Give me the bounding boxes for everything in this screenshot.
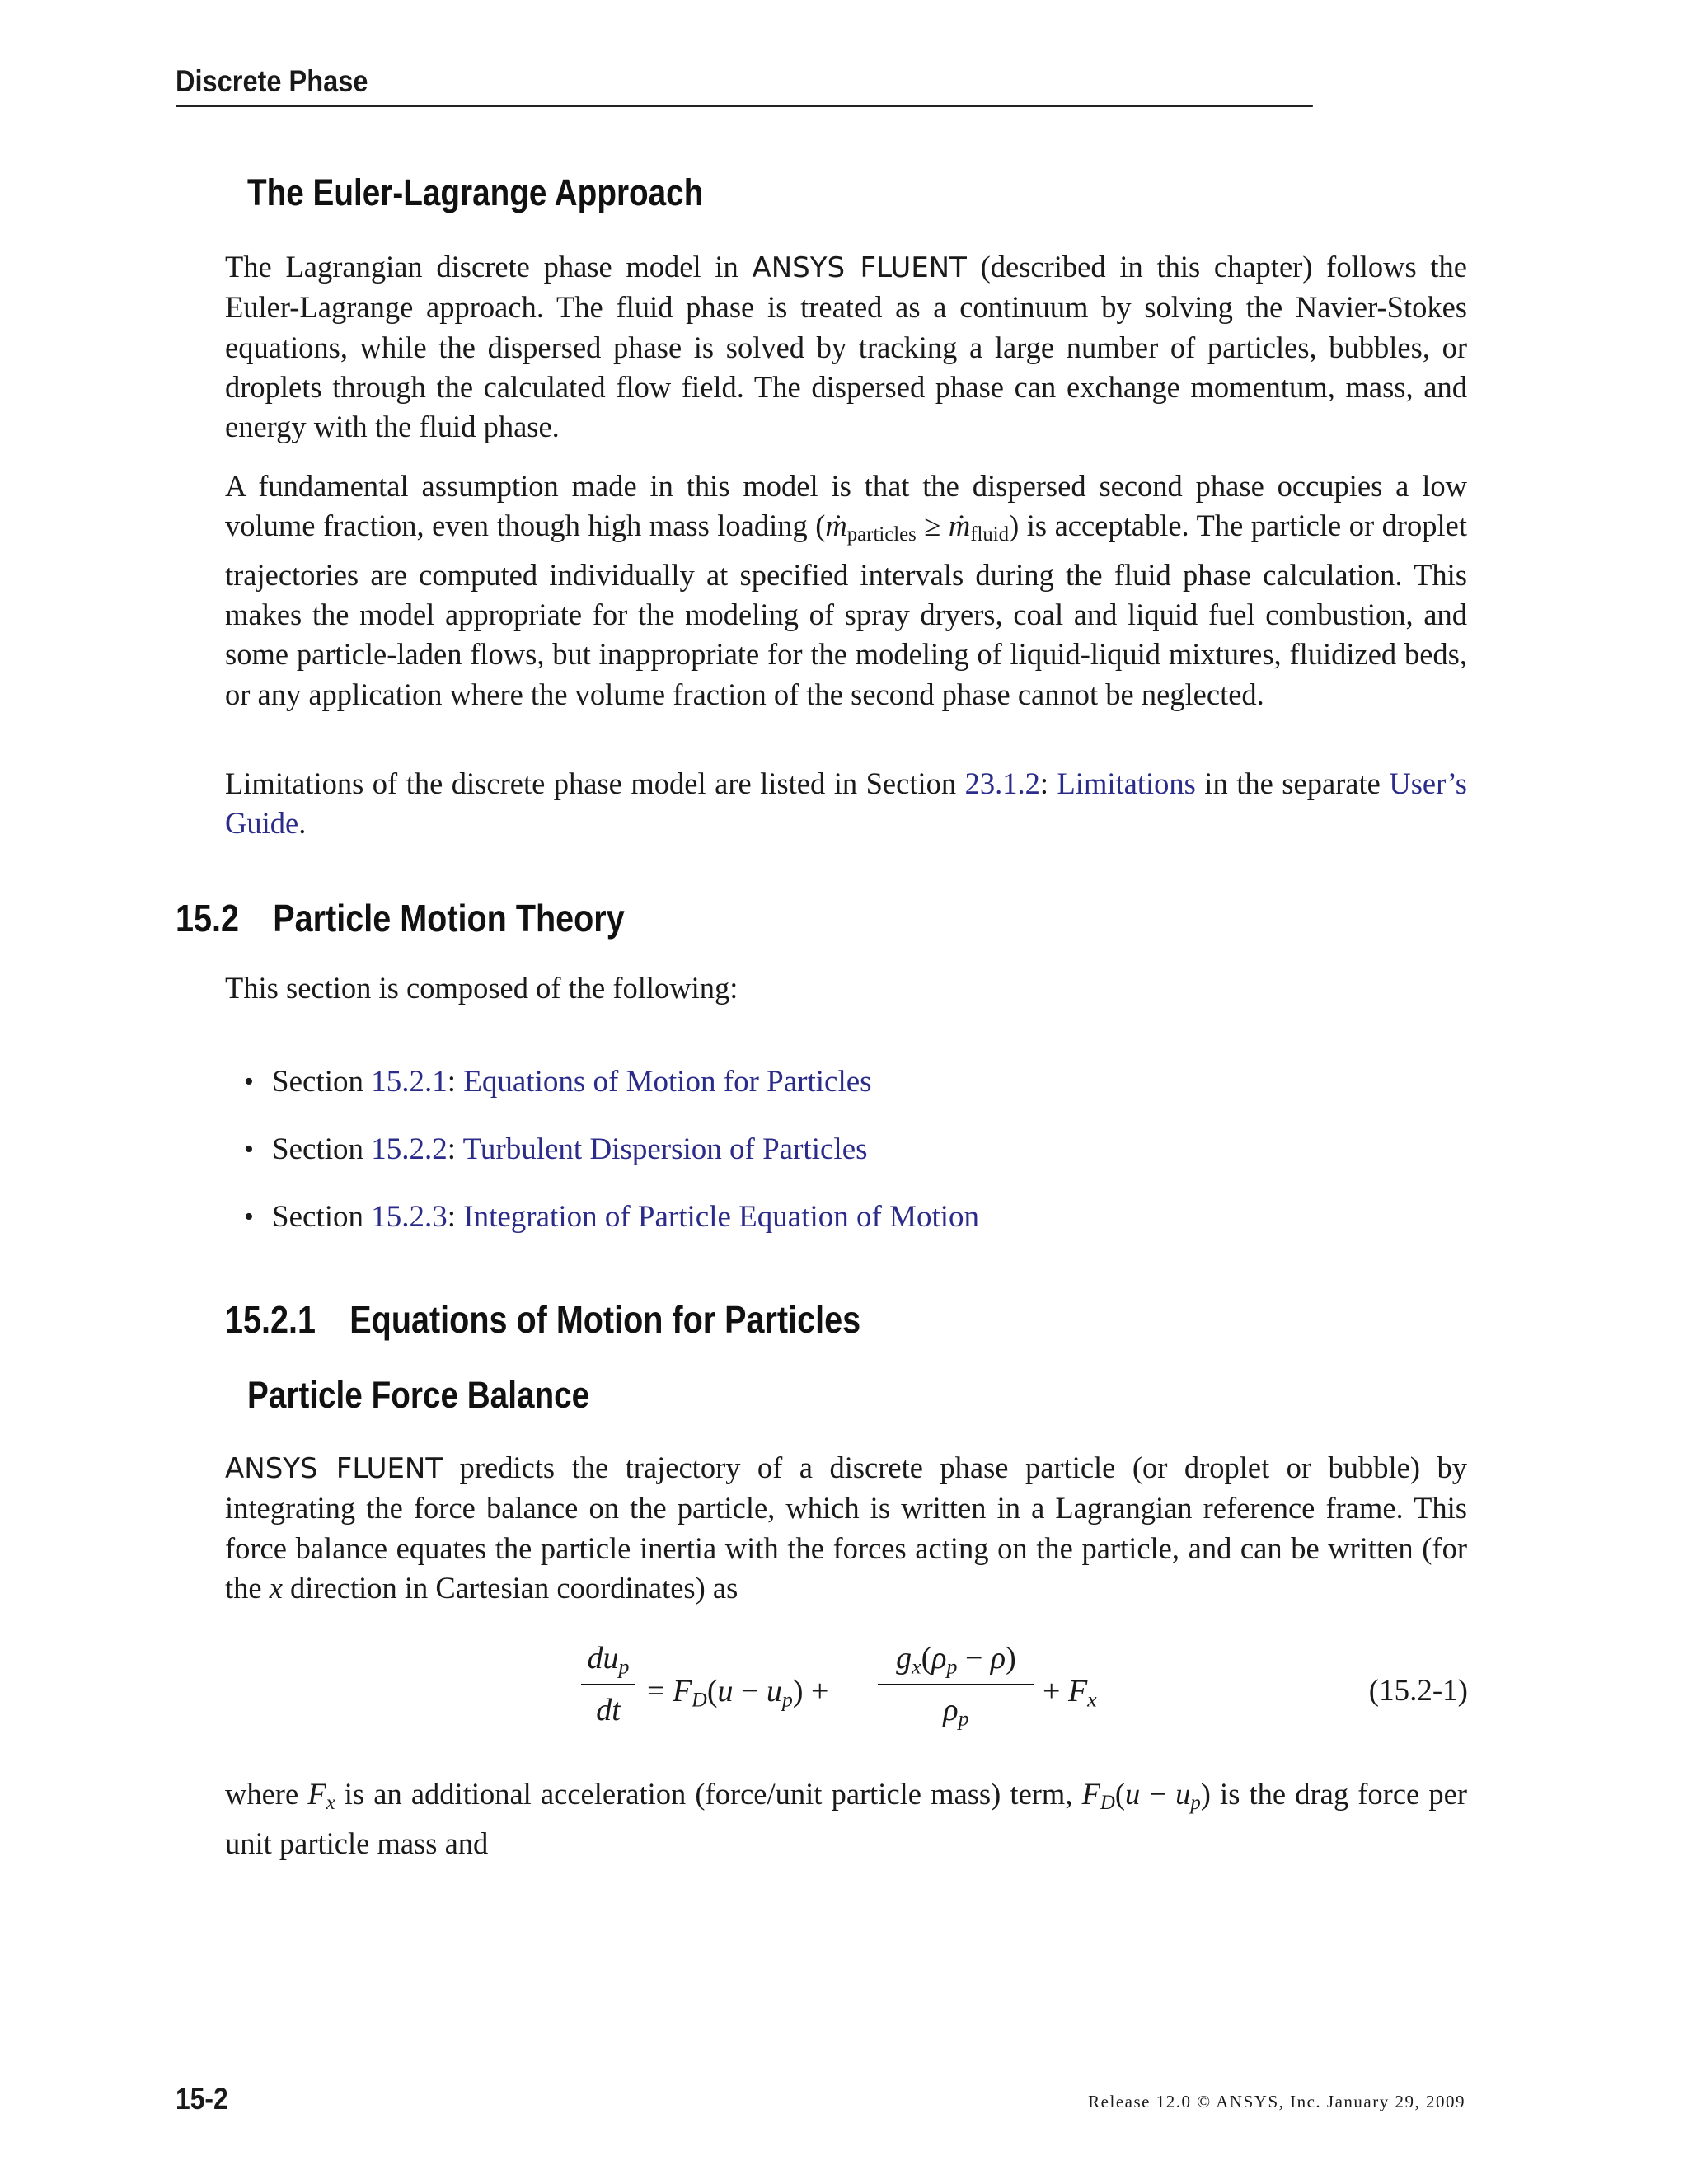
- subsection-title: Equations of Motion for Particles: [349, 1298, 861, 1341]
- link-15-2-3-number[interactable]: 15.2.3: [371, 1200, 448, 1234]
- list-item: • Section 15.2.2: Turbulent Dispersion of Particles: [272, 1116, 979, 1183]
- additional-force-term: + $F_x$: [1043, 1674, 1097, 1712]
- link-section-23-1-2[interactable]: 23.1.2: [964, 766, 1040, 800]
- list-item: • Section 15.2.1: Equations of Motion for Particles: [272, 1048, 979, 1116]
- link-15-2-2-number[interactable]: 15.2.2: [371, 1132, 448, 1166]
- section-contents-list: [272, 1048, 979, 1251]
- link-15-2-2-title[interactable]: Turbulent Dispersion of Particles: [462, 1132, 868, 1166]
- section-number: 15.2: [176, 897, 239, 940]
- paragraph-force-balance: ANSYS FLUENT predicts the trajectory of a discrete phase particle (or droplet or bubble) by integrating the force balance on the particle, which is written in a Lagrangian reference frame. This force balance equates the particle inertia with the forces acting on the particle, and can be written (for the x direction in Cartesian coordinates) as: [225, 1451, 1467, 1605]
- drag-term: = $F_D(u - u_p)$ +: [647, 1674, 829, 1712]
- section-intro: This section is composed of the following:: [225, 971, 738, 1005]
- equation-number: (15.2-1): [1368, 1674, 1468, 1708]
- link-15-2-3-title[interactable]: Integration of Particle Equation of Motion: [463, 1200, 980, 1234]
- lhs-fraction: $du_p$ dt: [581, 1640, 635, 1728]
- paragraph-euler-3: Limitations of the discrete phase model are listed in Section 23.1.2: Limitations in the separate User’s Guide.: [225, 766, 1467, 841]
- link-15-2-1-number[interactable]: 15.2.1: [371, 1065, 448, 1099]
- link-limitations[interactable]: Limitations: [1057, 766, 1196, 800]
- section-title: Particle Motion Theory: [273, 897, 625, 940]
- paragraph-euler-2: A fundamental assumption made in this model is that the dispersed second phase occupies a low volume fraction, even though high mass loading (ṁ$_{particles}$ ≥ ṁ$_{fluid}$) is acceptable. The particle or droplet trajectories are computed individually at specified intervals during the fluid phase calculation. This makes the model appropriate for the modeling of spray dryers, coal and liquid fuel combustion, and some particle-laden flows, but inappropriate for the modeling of liquid-liquid mixtures, fluidized beds, or any application where the volume fraction of the second phase cannot be neglected.: [225, 469, 1467, 711]
- gravity-fraction: $\frac{g_x(\rho_p - \rho)}{\rho_p}$: [878, 1640, 1034, 1732]
- subsection-number: 15.2.1: [225, 1298, 316, 1341]
- subsection-title-euler-lagrange: The Euler-Lagrange Approach: [247, 171, 704, 213]
- running-header: Discrete Phase: [176, 64, 1313, 107]
- product-name: ANSYS FLUENT: [225, 1452, 443, 1485]
- link-15-2-1-title[interactable]: Equations of Motion for Particles: [463, 1065, 872, 1099]
- equation-15-2-1: [581, 1640, 1468, 1755]
- product-name: ANSYS FLUENT: [752, 251, 967, 284]
- paragraph-where: where $F_x$ is an additional acceleration (force/unit particle mass) term, $F_D(u - u_p)$ is the drag force per unit particle mass and: [225, 1777, 1467, 1860]
- list-item: • Section 15.2.3: Integration of Particle Equation of Motion: [272, 1183, 979, 1251]
- subsection-heading-15-2-1: [225, 1297, 860, 1342]
- section-heading-15-2: [176, 896, 625, 940]
- paragraph-euler-1: The Lagrangian discrete phase model in ANSYS FLUENT (described in this chapter) follows the Euler-Lagrange approach. The fluid phase is treated as a continuum by solving the Navier-Stokes equations, while the dispersed phase is solved by tracking a large number of particles, bubbles, or droplets through the calculated flow field. The dispersed phase can exchange momentum, mass, and energy with the fluid phase.: [225, 250, 1467, 444]
- page-number: 15-2: [176, 2082, 228, 2116]
- link-users-guide[interactable]: User’s Guide: [225, 766, 1467, 841]
- release-footer: Release 12.0 © ANSYS, Inc. January 29, 2009: [1088, 2092, 1465, 2111]
- subsubsection-title-force-balance: Particle Force Balance: [247, 1374, 590, 1416]
